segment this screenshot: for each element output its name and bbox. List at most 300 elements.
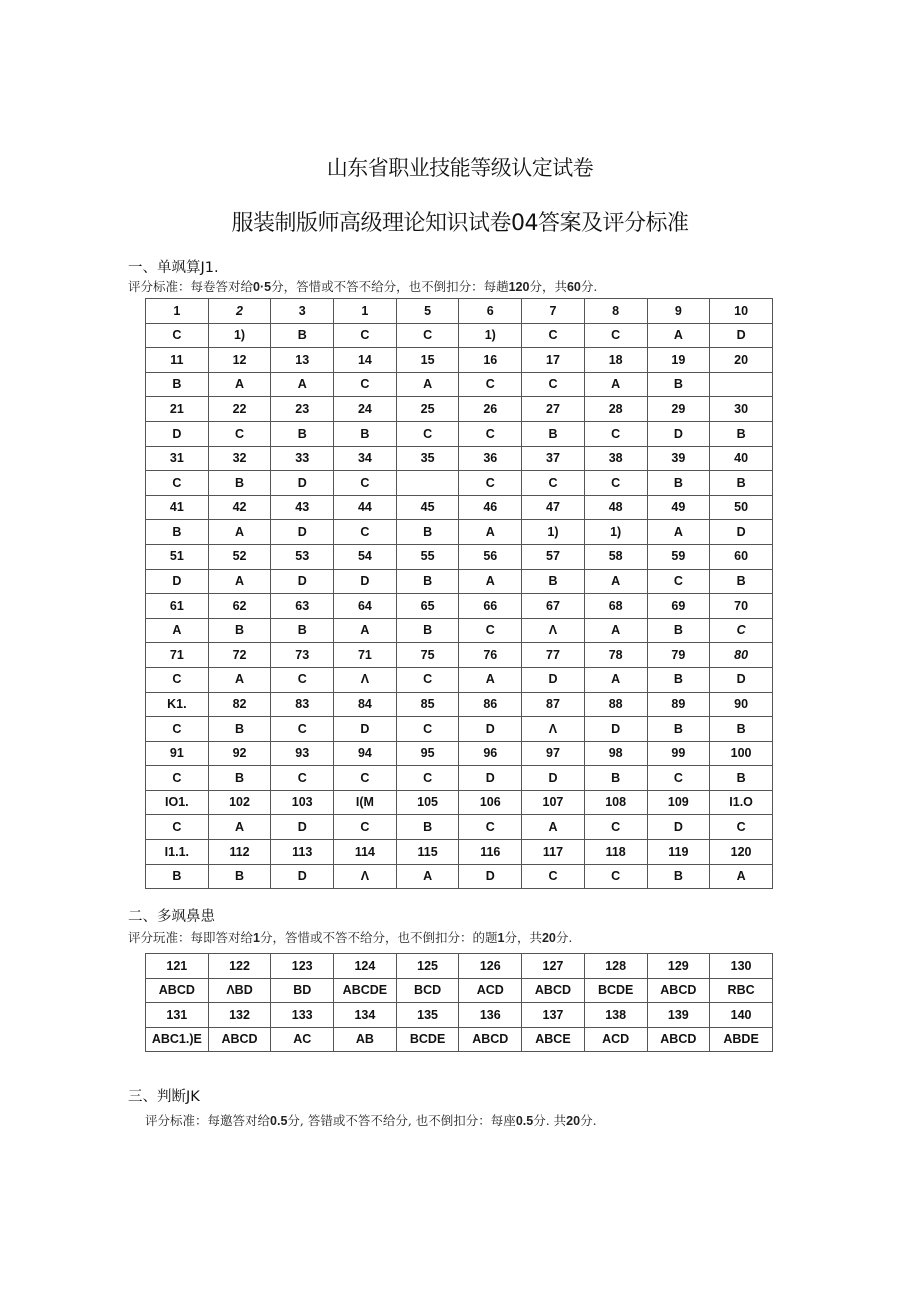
answer-cell: B [208, 717, 271, 742]
question-number-cell: 69 [647, 594, 710, 619]
answer-cell: D [146, 569, 209, 594]
answer-cell: D [146, 421, 209, 446]
answer-row [146, 323, 773, 348]
question-number-cell: 29 [647, 397, 710, 422]
question-number-row [146, 544, 773, 569]
question-number-cell: 19 [647, 348, 710, 373]
question-number-cell: 140 [710, 1003, 773, 1028]
question-number-cell: 66 [459, 594, 522, 619]
question-number-cell: 24 [334, 397, 397, 422]
answer-cell: A [208, 372, 271, 397]
question-number-cell: 49 [647, 495, 710, 520]
answer-row [146, 421, 773, 446]
answer-cell: B [710, 569, 773, 594]
answer-cell: C [459, 618, 522, 643]
answer-cell: B [396, 618, 459, 643]
question-number-cell: 96 [459, 741, 522, 766]
answer-cell: B [334, 421, 397, 446]
answer-cell: D [334, 717, 397, 742]
question-number-cell: 120 [710, 840, 773, 865]
question-number-cell: 21 [146, 397, 209, 422]
answer-cell: B [208, 766, 271, 791]
question-number-row [146, 954, 773, 979]
question-number-cell: 130 [710, 954, 773, 979]
question-number-cell: 58 [584, 544, 647, 569]
question-number-cell: 30 [710, 397, 773, 422]
answer-cell: 1) [584, 520, 647, 545]
answer-cell: B [271, 618, 334, 643]
question-number-cell: 40 [710, 446, 773, 471]
question-number-row [146, 594, 773, 619]
question-number-cell: 45 [396, 495, 459, 520]
answer-cell: C [584, 815, 647, 840]
question-number-cell: 103 [271, 790, 334, 815]
question-number-cell: 1 [146, 299, 209, 324]
question-number-cell: 77 [522, 643, 585, 668]
answer-row [146, 717, 773, 742]
question-number-cell: 72 [208, 643, 271, 668]
answer-cell: C [710, 815, 773, 840]
answer-cell: C [208, 421, 271, 446]
question-number-cell: 42 [208, 495, 271, 520]
answer-cell: ABCD [208, 1027, 271, 1052]
question-number-cell: 46 [459, 495, 522, 520]
answer-cell: A [647, 323, 710, 348]
section1-heading: 一、单飒算J1. [128, 260, 219, 276]
question-number-row [146, 1003, 773, 1028]
question-number-cell: 86 [459, 692, 522, 717]
question-number-cell: 61 [146, 594, 209, 619]
answer-cell: A [584, 372, 647, 397]
question-number-cell: 57 [522, 544, 585, 569]
question-number-row [146, 446, 773, 471]
answer-cell: 1) [208, 323, 271, 348]
question-number-cell: 108 [584, 790, 647, 815]
answer-cell: A [396, 864, 459, 889]
answer-cell: A [334, 618, 397, 643]
question-number-cell: 91 [146, 741, 209, 766]
question-number-cell: 51 [146, 544, 209, 569]
answer-row [146, 1027, 773, 1052]
question-number-cell: 11 [146, 348, 209, 373]
question-number-cell: 137 [522, 1003, 585, 1028]
question-number-cell: 94 [334, 741, 397, 766]
question-number-cell: 114 [334, 840, 397, 865]
answer-cell: D [334, 569, 397, 594]
question-number-row [146, 348, 773, 373]
answer-row [146, 667, 773, 692]
question-number-row [146, 643, 773, 668]
answer-cell: D [710, 520, 773, 545]
section3-heading: 三、判断JK [128, 1089, 200, 1105]
answer-cell: D [459, 717, 522, 742]
answer-row [146, 978, 773, 1003]
answer-cell: D [271, 864, 334, 889]
question-number-row [146, 397, 773, 422]
answer-cell: C [584, 323, 647, 348]
question-number-cell: 129 [647, 954, 710, 979]
question-number-cell: 85 [396, 692, 459, 717]
answer-cell: B [396, 569, 459, 594]
section1-scoring-note: 评分标准：每卷答对给0·5分，答惜或不答不给分，也不倒扣分：每趟120分，共60分. [128, 279, 598, 294]
answer-cell: BCDE [584, 978, 647, 1003]
question-number-cell: 138 [584, 1003, 647, 1028]
question-number-cell: 133 [271, 1003, 334, 1028]
answer-cell: C [334, 471, 397, 496]
answer-cell: D [584, 717, 647, 742]
question-number-cell: 17 [522, 348, 585, 373]
answer-cell: C [334, 323, 397, 348]
answer-row [146, 618, 773, 643]
question-number-cell: 67 [522, 594, 585, 619]
question-number-cell: 87 [522, 692, 585, 717]
answer-cell: A [584, 667, 647, 692]
question-number-cell: 28 [584, 397, 647, 422]
question-number-cell: 105 [396, 790, 459, 815]
question-number-cell: 26 [459, 397, 522, 422]
question-number-cell: 56 [459, 544, 522, 569]
answer-cell: AC [271, 1027, 334, 1052]
question-number-cell: 106 [459, 790, 522, 815]
answer-cell: A [459, 667, 522, 692]
answer-cell: C [146, 471, 209, 496]
answer-cell: B [710, 717, 773, 742]
answer-cell: C [271, 717, 334, 742]
answer-cell: Λ [522, 618, 585, 643]
answer-cell: ACD [459, 978, 522, 1003]
question-number-cell: 119 [647, 840, 710, 865]
multiple-choice-answer-table [145, 953, 773, 1052]
question-number-cell: 18 [584, 348, 647, 373]
answer-cell: A [146, 618, 209, 643]
answer-cell: BD [271, 978, 334, 1003]
question-number-cell: 63 [271, 594, 334, 619]
answer-cell: A [208, 667, 271, 692]
question-number-cell: 50 [710, 495, 773, 520]
answer-cell: B [208, 471, 271, 496]
question-number-cell: 121 [146, 954, 209, 979]
answer-cell: B [146, 520, 209, 545]
question-number-cell: 102 [208, 790, 271, 815]
answer-cell: Λ [334, 864, 397, 889]
question-number-cell: 116 [459, 840, 522, 865]
question-number-cell: 83 [271, 692, 334, 717]
answer-cell: D [647, 421, 710, 446]
question-number-cell: 134 [334, 1003, 397, 1028]
answer-cell: C [334, 766, 397, 791]
answer-cell: 1) [522, 520, 585, 545]
answer-cell: Λ [522, 717, 585, 742]
answer-cell: B [208, 864, 271, 889]
answer-cell: C [459, 372, 522, 397]
answer-cell: ABCD [459, 1027, 522, 1052]
answer-cell [710, 372, 773, 397]
question-number-cell: 132 [208, 1003, 271, 1028]
question-number-cell: 90 [710, 692, 773, 717]
question-number-row [146, 692, 773, 717]
answer-cell [396, 471, 459, 496]
question-number-cell: 64 [334, 594, 397, 619]
answer-cell: ACD [584, 1027, 647, 1052]
question-number-cell: 14 [334, 348, 397, 373]
question-number-cell: 9 [647, 299, 710, 324]
question-number-cell: 75 [396, 643, 459, 668]
question-number-cell: 84 [334, 692, 397, 717]
question-number-cell: 27 [522, 397, 585, 422]
question-number-cell: 59 [647, 544, 710, 569]
question-number-cell: 95 [396, 741, 459, 766]
question-number-cell: 131 [146, 1003, 209, 1028]
answer-cell: BCDE [396, 1027, 459, 1052]
question-number-cell: I(M [334, 790, 397, 815]
question-number-cell: 8 [584, 299, 647, 324]
question-number-cell: 100 [710, 741, 773, 766]
answer-cell: C [396, 766, 459, 791]
question-number-cell: 99 [647, 741, 710, 766]
question-number-cell: 126 [459, 954, 522, 979]
question-number-cell: 31 [146, 446, 209, 471]
answer-cell: C [522, 471, 585, 496]
question-number-cell: 73 [271, 643, 334, 668]
answer-cell: A [208, 569, 271, 594]
answer-cell: A [208, 520, 271, 545]
question-number-cell: 54 [334, 544, 397, 569]
question-number-cell: 60 [710, 544, 773, 569]
question-number-cell: 88 [584, 692, 647, 717]
answer-cell: C [146, 766, 209, 791]
question-number-cell: 2 [208, 299, 271, 324]
answer-cell: C [334, 815, 397, 840]
question-number-cell: 112 [208, 840, 271, 865]
question-number-cell: 47 [522, 495, 585, 520]
answer-cell: B [522, 421, 585, 446]
answer-cell: C [334, 372, 397, 397]
answer-cell: AB [334, 1027, 397, 1052]
answer-cell: ABCD [647, 978, 710, 1003]
question-number-cell: 113 [271, 840, 334, 865]
answer-row [146, 520, 773, 545]
answer-cell: B [647, 618, 710, 643]
question-number-cell: 107 [522, 790, 585, 815]
question-number-cell: 128 [584, 954, 647, 979]
section2-scoring-note: 评分玩准：每即答对给1分，答惜或不答不给分，也不倒扣分：的题1分，共20分. [128, 930, 573, 945]
question-number-cell: 115 [396, 840, 459, 865]
question-number-cell: 109 [647, 790, 710, 815]
answer-cell: ABDE [710, 1027, 773, 1052]
answer-cell: B [396, 520, 459, 545]
answer-cell: A [522, 815, 585, 840]
answer-row [146, 569, 773, 594]
answer-cell: ABCE [522, 1027, 585, 1052]
question-number-cell: 89 [647, 692, 710, 717]
question-number-cell: 93 [271, 741, 334, 766]
question-number-cell: 36 [459, 446, 522, 471]
question-number-cell: 71 [146, 643, 209, 668]
question-number-cell: 5 [396, 299, 459, 324]
question-number-cell: 55 [396, 544, 459, 569]
question-number-cell: 92 [208, 741, 271, 766]
question-number-row [146, 495, 773, 520]
question-number-cell: 97 [522, 741, 585, 766]
question-number-cell: 53 [271, 544, 334, 569]
question-number-cell: 22 [208, 397, 271, 422]
answer-cell: C [522, 864, 585, 889]
question-number-cell: 3 [271, 299, 334, 324]
answer-cell: D [710, 323, 773, 348]
answer-cell: B [522, 569, 585, 594]
question-number-cell: 70 [710, 594, 773, 619]
question-number-cell: 44 [334, 495, 397, 520]
answer-cell: C [146, 717, 209, 742]
question-number-cell: 41 [146, 495, 209, 520]
answer-cell: C [396, 717, 459, 742]
answer-cell: D [522, 667, 585, 692]
answer-row [146, 372, 773, 397]
answer-cell: A [208, 815, 271, 840]
question-number-cell: 127 [522, 954, 585, 979]
answer-cell: C [584, 864, 647, 889]
answer-cell: C [271, 667, 334, 692]
answer-cell: A [396, 372, 459, 397]
answer-cell: Λ [334, 667, 397, 692]
answer-row [146, 471, 773, 496]
answer-cell: B [271, 421, 334, 446]
answer-cell: C [146, 667, 209, 692]
answer-cell: ABCD [647, 1027, 710, 1052]
question-number-cell: 125 [396, 954, 459, 979]
answer-cell: C [396, 667, 459, 692]
question-number-row [146, 840, 773, 865]
question-number-cell: I1.1. [146, 840, 209, 865]
answer-cell: B [584, 766, 647, 791]
answer-cell: C [522, 372, 585, 397]
answer-cell: A [710, 864, 773, 889]
answer-cell: A [459, 520, 522, 545]
answer-cell: ΛBD [208, 978, 271, 1003]
answer-cell: B [647, 471, 710, 496]
question-number-cell: 33 [271, 446, 334, 471]
question-number-cell: 122 [208, 954, 271, 979]
answer-cell: C [459, 421, 522, 446]
answer-cell: C [584, 471, 647, 496]
answer-cell: A [647, 520, 710, 545]
question-number-row [146, 299, 773, 324]
question-number-row [146, 790, 773, 815]
question-number-cell: 78 [584, 643, 647, 668]
answer-cell: B [146, 864, 209, 889]
single-choice-answer-table [145, 298, 773, 889]
question-number-cell: 136 [459, 1003, 522, 1028]
answer-cell: B [146, 372, 209, 397]
answer-cell: C [146, 323, 209, 348]
question-number-cell: 62 [208, 594, 271, 619]
answer-cell: D [522, 766, 585, 791]
question-number-cell: 65 [396, 594, 459, 619]
answer-cell: C [271, 766, 334, 791]
answer-cell: A [584, 618, 647, 643]
question-number-cell: 35 [396, 446, 459, 471]
answer-cell: A [459, 569, 522, 594]
question-number-cell: K1. [146, 692, 209, 717]
question-number-cell: IO1. [146, 790, 209, 815]
answer-cell: ABC1.)E [146, 1027, 209, 1052]
answer-cell: C [710, 618, 773, 643]
answer-cell: D [459, 864, 522, 889]
answer-cell: 1) [459, 323, 522, 348]
section3-scoring-note: 评分标准：每邀答对给0.5分, 答错或不答不给分, 也不倒扣分：每座0.5分. 共20分. [145, 1113, 597, 1128]
answer-cell: RBC [710, 978, 773, 1003]
question-number-cell: 135 [396, 1003, 459, 1028]
question-number-cell: 43 [271, 495, 334, 520]
question-number-cell: 37 [522, 446, 585, 471]
answer-cell: B [647, 372, 710, 397]
answer-key-title: 服装制版师高级理论知识试卷04答案及评分标准 [231, 211, 689, 236]
answer-cell: C [647, 766, 710, 791]
question-number-cell: 139 [647, 1003, 710, 1028]
answer-cell: B [647, 717, 710, 742]
answer-cell: D [271, 815, 334, 840]
question-number-cell: 68 [584, 594, 647, 619]
question-number-cell: 12 [208, 348, 271, 373]
answer-cell: C [334, 520, 397, 545]
answer-cell: C [396, 421, 459, 446]
answer-cell: B [710, 471, 773, 496]
answer-cell: B [647, 667, 710, 692]
question-number-cell: 25 [396, 397, 459, 422]
answer-cell: ABCD [146, 978, 209, 1003]
answer-cell: C [459, 815, 522, 840]
answer-row [146, 864, 773, 889]
question-number-cell: 52 [208, 544, 271, 569]
answer-cell: C [396, 323, 459, 348]
question-number-cell: 10 [710, 299, 773, 324]
answer-cell: D [710, 667, 773, 692]
answer-cell: B [208, 618, 271, 643]
question-number-cell: 6 [459, 299, 522, 324]
answer-cell: ABCD [522, 978, 585, 1003]
question-number-cell: 1 [334, 299, 397, 324]
section2-heading: 二、多飒鼻患 [128, 909, 215, 925]
question-number-cell: I1.O [710, 790, 773, 815]
question-number-cell: 118 [584, 840, 647, 865]
answer-cell: B [647, 864, 710, 889]
answer-cell: BCD [396, 978, 459, 1003]
question-number-cell: 82 [208, 692, 271, 717]
answer-cell: D [271, 520, 334, 545]
question-number-cell: 7 [522, 299, 585, 324]
question-number-cell: 124 [334, 954, 397, 979]
answer-cell: C [146, 815, 209, 840]
question-number-cell: 20 [710, 348, 773, 373]
answer-cell: D [271, 471, 334, 496]
question-number-cell: 32 [208, 446, 271, 471]
question-number-cell: 117 [522, 840, 585, 865]
question-number-cell: 13 [271, 348, 334, 373]
answer-cell: D [647, 815, 710, 840]
answer-cell: B [271, 323, 334, 348]
answer-cell: D [271, 569, 334, 594]
answer-row [146, 766, 773, 791]
question-number-cell: 98 [584, 741, 647, 766]
question-number-cell: 48 [584, 495, 647, 520]
question-number-cell: 76 [459, 643, 522, 668]
answer-cell: B [710, 766, 773, 791]
answer-cell: A [271, 372, 334, 397]
question-number-cell: 23 [271, 397, 334, 422]
answer-cell: B [710, 421, 773, 446]
answer-cell: C [459, 471, 522, 496]
answer-cell: C [584, 421, 647, 446]
